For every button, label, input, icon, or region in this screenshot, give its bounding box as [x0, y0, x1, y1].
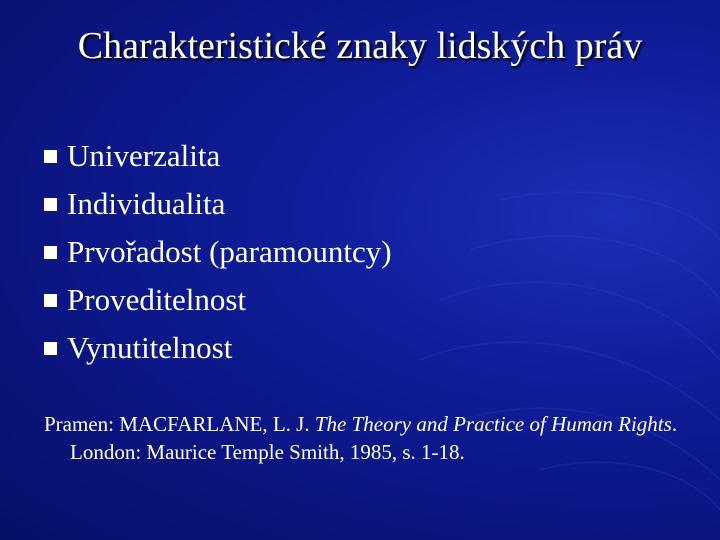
bullet-item	[44, 324, 392, 372]
bullet-item	[44, 180, 392, 228]
bullet-item	[44, 132, 392, 180]
bullet-label: Individualita	[67, 186, 226, 221]
square-bullet-icon	[44, 246, 57, 259]
bullet-item	[44, 228, 392, 276]
square-bullet-icon	[44, 342, 57, 355]
slide-title: Charakteristické znaky lidských práv	[77, 25, 643, 67]
citation-book-title: The Theory and Practice of Human Rights	[314, 412, 672, 436]
bullet-item	[44, 276, 392, 324]
square-bullet-icon	[44, 150, 57, 163]
bullet-label: Prvořadost (paramountcy)	[67, 234, 392, 269]
citation-prefix: Pramen: MACFARLANE, L. J.	[44, 412, 315, 436]
bullet-label: Vynutitelnost	[67, 330, 233, 365]
bullet-label: Proveditelnost	[67, 282, 247, 317]
citation-suffix: . London: Maurice Temple Smith, 1985, s. 1-18.	[70, 412, 678, 464]
bullet-list	[44, 132, 392, 372]
source-citation	[44, 410, 720, 466]
square-bullet-icon	[44, 198, 57, 211]
square-bullet-icon	[44, 294, 57, 307]
bullet-label: Univerzalita	[67, 138, 221, 173]
